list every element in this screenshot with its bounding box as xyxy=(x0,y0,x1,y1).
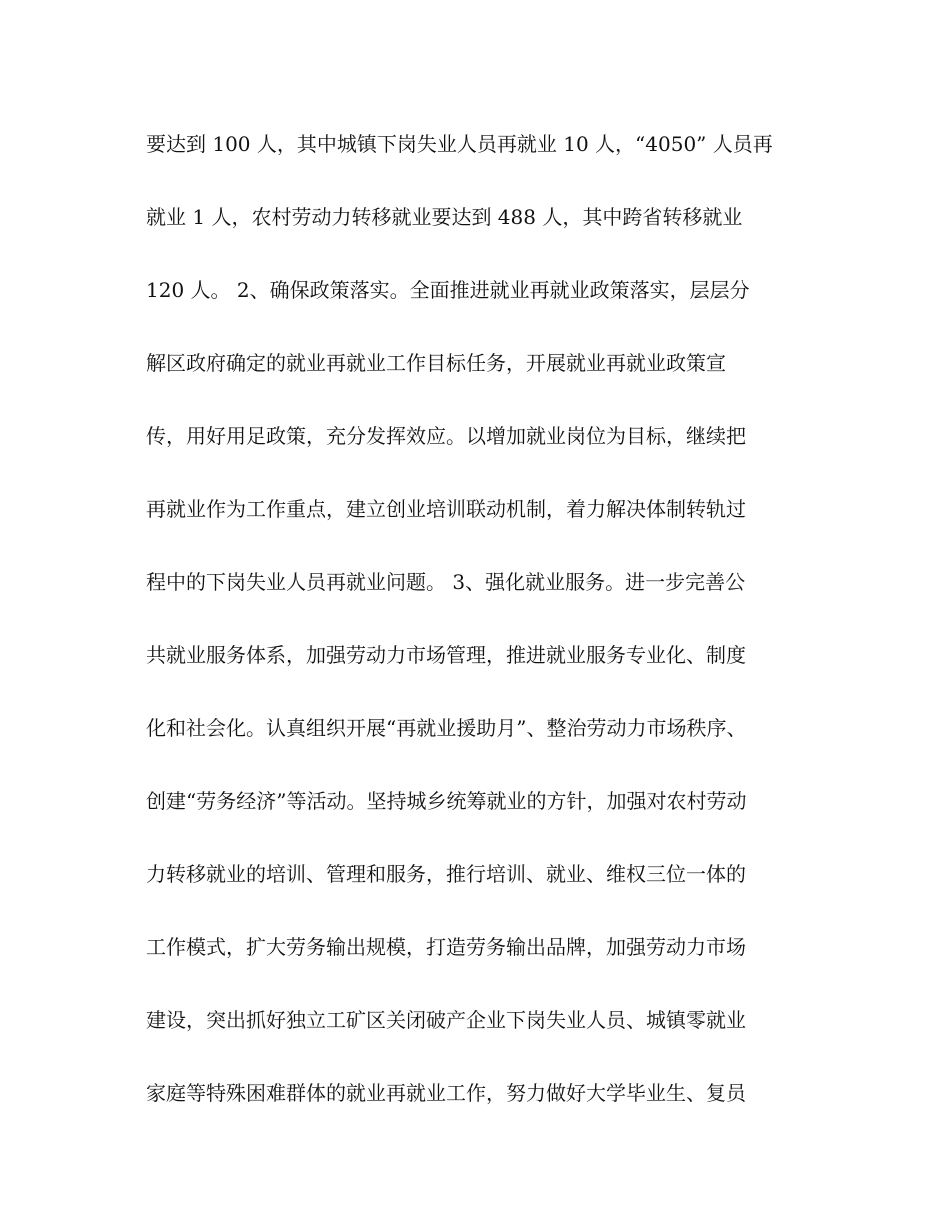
body-text xyxy=(146,118,806,1140)
text-line: 要达到 100 人，其中城镇下岗失业人员再就业 10 人，“4050” 人员再 xyxy=(146,132,773,156)
text-line: 解区政府确定的就业再就业工作目标任务，开展就业再就业政策宣 xyxy=(146,351,726,375)
text-line: 就业 1 人，农村劳动力转移就业要达到 488 人，其中跨省转移就业 xyxy=(146,205,743,229)
text-line: 传，用好用足政策，充分发挥效应。以增加就业岗位为目标，继续把 xyxy=(146,424,746,448)
text-line: 家庭等特殊困难群体的就业再就业工作，努力做好大学毕业生、复员 xyxy=(146,1081,746,1105)
text-line: 工作模式，扩大劳务输出规模，打造劳务输出品牌，加强劳动力市场 xyxy=(146,935,746,959)
text-line: 化和社会化。认真组织开展“再就业援助月”、整治劳动力市场秩序、 xyxy=(146,716,747,740)
text-line: 120 人。 2、确保政策落实。全面推进就业再就业政策落实，层层分 xyxy=(146,278,750,302)
text-line: 再就业作为工作重点，建立创业培训联动机制，着力解决体制转轨过 xyxy=(146,497,746,521)
text-line: 共就业服务体系，加强劳动力市场管理，推进就业服务专业化、制度 xyxy=(146,643,746,667)
text-line: 力转移就业的培训、管理和服务，推行培训、就业、维权三位一体的 xyxy=(146,862,746,886)
text-line: 建设，突出抓好独立工矿区关闭破产企业下岗失业人员、城镇零就业 xyxy=(146,1008,746,1032)
text-line: 程中的下岗失业人员再就业问题。 3、强化就业服务。进一步完善公 xyxy=(146,570,746,594)
text-line: 创建“劳务经济”等活动。坚持城乡统筹就业的方针，加强对农村劳动 xyxy=(146,789,747,813)
